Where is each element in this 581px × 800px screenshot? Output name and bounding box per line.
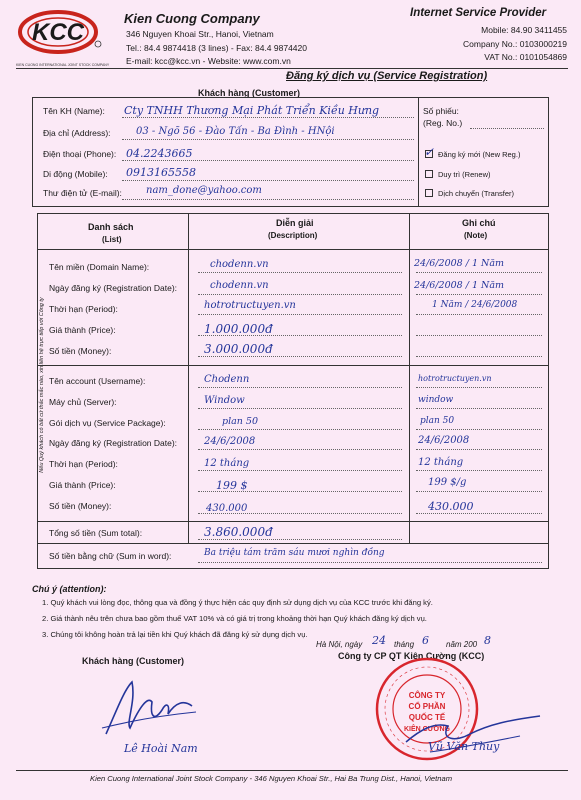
sum-in-word-value: Ba triệu tám trăm sáu mươi nghìn đồng xyxy=(204,548,385,558)
date-month: 6 xyxy=(422,634,429,647)
customer-email-value: nam_done@yahoo.com xyxy=(146,185,262,196)
side-note: Nếu Quý khách có bất cứ thắc mắc nào, xin liên hệ trực tiếp với Công ty xyxy=(39,297,45,473)
domain-reg-date-label: Ngày đăng ký (Registration Date): xyxy=(49,283,178,293)
company-signer-name: Vũ Văn Thuy xyxy=(428,740,500,753)
col-desc-header-en: (Description) xyxy=(268,231,318,240)
new-reg-check-icon: ✓ xyxy=(424,145,435,159)
hosting-price-value: 199 $ xyxy=(216,479,248,492)
hosting-price-note: 199 $/g xyxy=(428,477,467,488)
hosting-server-value: Window xyxy=(204,395,245,406)
stamp-line-3: QUỐC TẾ xyxy=(408,713,446,722)
customer-name-label: Tên KH (Name): xyxy=(43,106,105,116)
col-note-header: Ghi chú xyxy=(462,218,496,228)
company-address: 346 Nguyen Khoai Str., Hanoi, Vietnam xyxy=(126,29,274,39)
domain-name-label: Tên miền (Domain Name): xyxy=(49,262,150,272)
renew-label: Duy trì (Renew) xyxy=(438,170,491,179)
attention-item-3: 3. Chúng tôi không hoàn trả lại tiền khi Quý khách đã đăng ký sử dụng dịch vụ. xyxy=(42,630,308,639)
col-note-header-en: (Note) xyxy=(464,231,488,240)
domain-period-note: 1 Năm / 24/6/2008 xyxy=(432,300,518,310)
company-name: Kien Cuong Company xyxy=(124,11,260,26)
company-email-web: E-mail: kcc@kcc.vn - Website: www.com.vn xyxy=(126,56,291,66)
domain-reg-date-note: 24/6/2008 / 1 Năm xyxy=(414,280,504,291)
domain-money-label: Số tiền (Money): xyxy=(49,346,112,356)
company-logo xyxy=(16,8,106,60)
customer-printed-name: Lê Hoài Nam xyxy=(124,742,198,755)
hosting-package-value: plan 50 xyxy=(222,416,259,427)
domain-price-value: 1.000.000đ xyxy=(204,322,273,336)
hosting-money-label: Số tiền (Money): xyxy=(49,501,112,511)
hosting-period-note: 12 tháng xyxy=(418,457,464,468)
hosting-server-note: window xyxy=(418,395,454,405)
attention-item-2: 2. Giá thành nêu trên chưa bao gồm thuế VAT 10% và có giá trị trong khoảng thời hạn Quý khách đăng ký dịch vụ. xyxy=(42,614,427,623)
customer-phone-value: 04.2243665 xyxy=(126,147,193,160)
company-signature-label: Công ty CP QT Kiên Cường (KCC) xyxy=(338,651,485,661)
stamp-line-1: CÔNG TY xyxy=(408,691,446,700)
attention-item-1: 1. Quý khách vui lòng đọc, thông qua và đồng ý thực hiện các quy định sử dụng dịch vụ của KCC trước khi đăng ký. xyxy=(42,598,433,607)
col-desc-header: Diễn giải xyxy=(276,218,314,228)
customer-phone-label: Điện thoại (Phone): xyxy=(43,149,117,159)
isp-vat-no: VAT No.: 0101054869 xyxy=(484,52,567,62)
date-year-label: năm 200 xyxy=(446,640,478,649)
domain-period-value: hotrotructuyen.vn xyxy=(204,300,296,311)
sum-total-value: 3.860.000đ xyxy=(204,525,273,539)
isp-mobile: Mobile: 84.90 3411455 xyxy=(481,25,567,35)
renew-checkbox[interactable] xyxy=(425,170,433,178)
sum-in-word-label: Số tiền bằng chữ (Sum in word): xyxy=(49,551,172,561)
domain-price-label: Giá thành (Price): xyxy=(49,325,116,335)
isp-title: Internet Service Provider xyxy=(410,7,547,19)
reg-no-label: Số phiếu: xyxy=(423,106,459,116)
date-month-label: tháng xyxy=(394,640,415,649)
domain-period-label: Thời hạn (Period): xyxy=(49,304,118,314)
hosting-reg-date-note: 24/6/2008 xyxy=(418,435,470,446)
customer-address-label: Địa chỉ (Address): xyxy=(43,128,111,138)
transfer-label: Dịch chuyển (Transfer) xyxy=(438,189,514,198)
customer-signature xyxy=(96,672,206,742)
new-reg-label: Đăng ký mới (New Reg.) xyxy=(438,150,521,159)
hosting-money-value: 430.000 xyxy=(206,503,248,514)
hosting-period-label: Thời hạn (Period): xyxy=(49,459,118,469)
header-rule xyxy=(16,68,568,69)
customer-name-value: Cty TNHH Thương Mại Phát Triển Kiều Hưng xyxy=(124,104,380,117)
col-list-header: Danh sách xyxy=(88,222,134,232)
hosting-money-note: 430.000 xyxy=(428,500,474,513)
reg-no-label-en: (Reg. No.) xyxy=(423,118,463,128)
customer-email-label: Thư điện tử (E-mail): xyxy=(43,188,122,198)
hosting-reg-date-label: Ngày đăng ký (Registration Date): xyxy=(49,438,178,448)
logo-subtitle: KIEN CUONG INTERNATIONAL JOINT STOCK COMPANY xyxy=(16,63,110,67)
date-day: 24 xyxy=(372,634,386,647)
stamp-line-2: CỔ PHẦN xyxy=(408,702,446,711)
domain-name-note: 24/6/2008 / 1 Năm xyxy=(414,258,504,269)
customer-heading: Khách hàng (Customer) xyxy=(198,88,301,98)
hosting-package-label: Gói dịch vụ (Service Package): xyxy=(49,418,166,428)
hosting-package-note: plan 50 xyxy=(420,416,455,426)
customer-mobile-label: Di động (Mobile): xyxy=(43,169,108,179)
domain-name-value: chodenn.vn xyxy=(210,259,269,270)
customer-divider xyxy=(418,98,419,206)
hosting-price-label: Giá thành (Price): xyxy=(49,480,116,490)
logo-text: KCC xyxy=(32,19,84,46)
footer-rule xyxy=(16,770,568,771)
stamp-line-4: KIÊN CƯỜNG xyxy=(403,726,451,733)
domain-reg-date-value: chodenn.vn xyxy=(210,280,269,291)
hosting-server-label: Máy chủ (Server): xyxy=(49,397,117,407)
hosting-reg-date-value: 24/6/2008 xyxy=(204,436,256,447)
hosting-period-value: 12 tháng xyxy=(204,458,250,469)
customer-mobile-value: 0913165558 xyxy=(126,166,196,179)
hosting-username-label: Tên account (Username): xyxy=(49,376,146,386)
isp-company-no: Company No.: 0103000219 xyxy=(463,39,567,49)
sum-total-label: Tổng số tiền (Sum total): xyxy=(49,528,143,538)
col-list-header-en: (List) xyxy=(102,235,122,244)
customer-signature-label: Khách hàng (Customer) xyxy=(82,656,185,666)
hosting-username-value: Chodenn xyxy=(204,374,250,385)
customer-address-value: 03 - Ngõ 56 - Đào Tấn - Ba Đình - HNội xyxy=(136,126,335,137)
date-year: 8 xyxy=(484,634,491,647)
footer-text: Kien Cuong International Joint Stock Company - 346 Nguyen Khoai Str., Hai Ba Trung Dist., Hanoi, Vietnam xyxy=(90,774,453,783)
attention-heading: Chú ý (attention): xyxy=(32,584,107,594)
transfer-checkbox[interactable] xyxy=(425,189,433,197)
hosting-username-note: hotrotructuyen.vn xyxy=(418,374,492,383)
domain-money-value: 3.000.000đ xyxy=(204,342,273,356)
date-prefix: Hà Nội, ngày xyxy=(316,640,363,649)
company-tel: Tel.: 84.4 9874418 (3 lines) - Fax: 84.4 9874420 xyxy=(126,43,307,53)
form-title: Đăng ký dịch vụ (Service Registration) xyxy=(286,70,488,82)
